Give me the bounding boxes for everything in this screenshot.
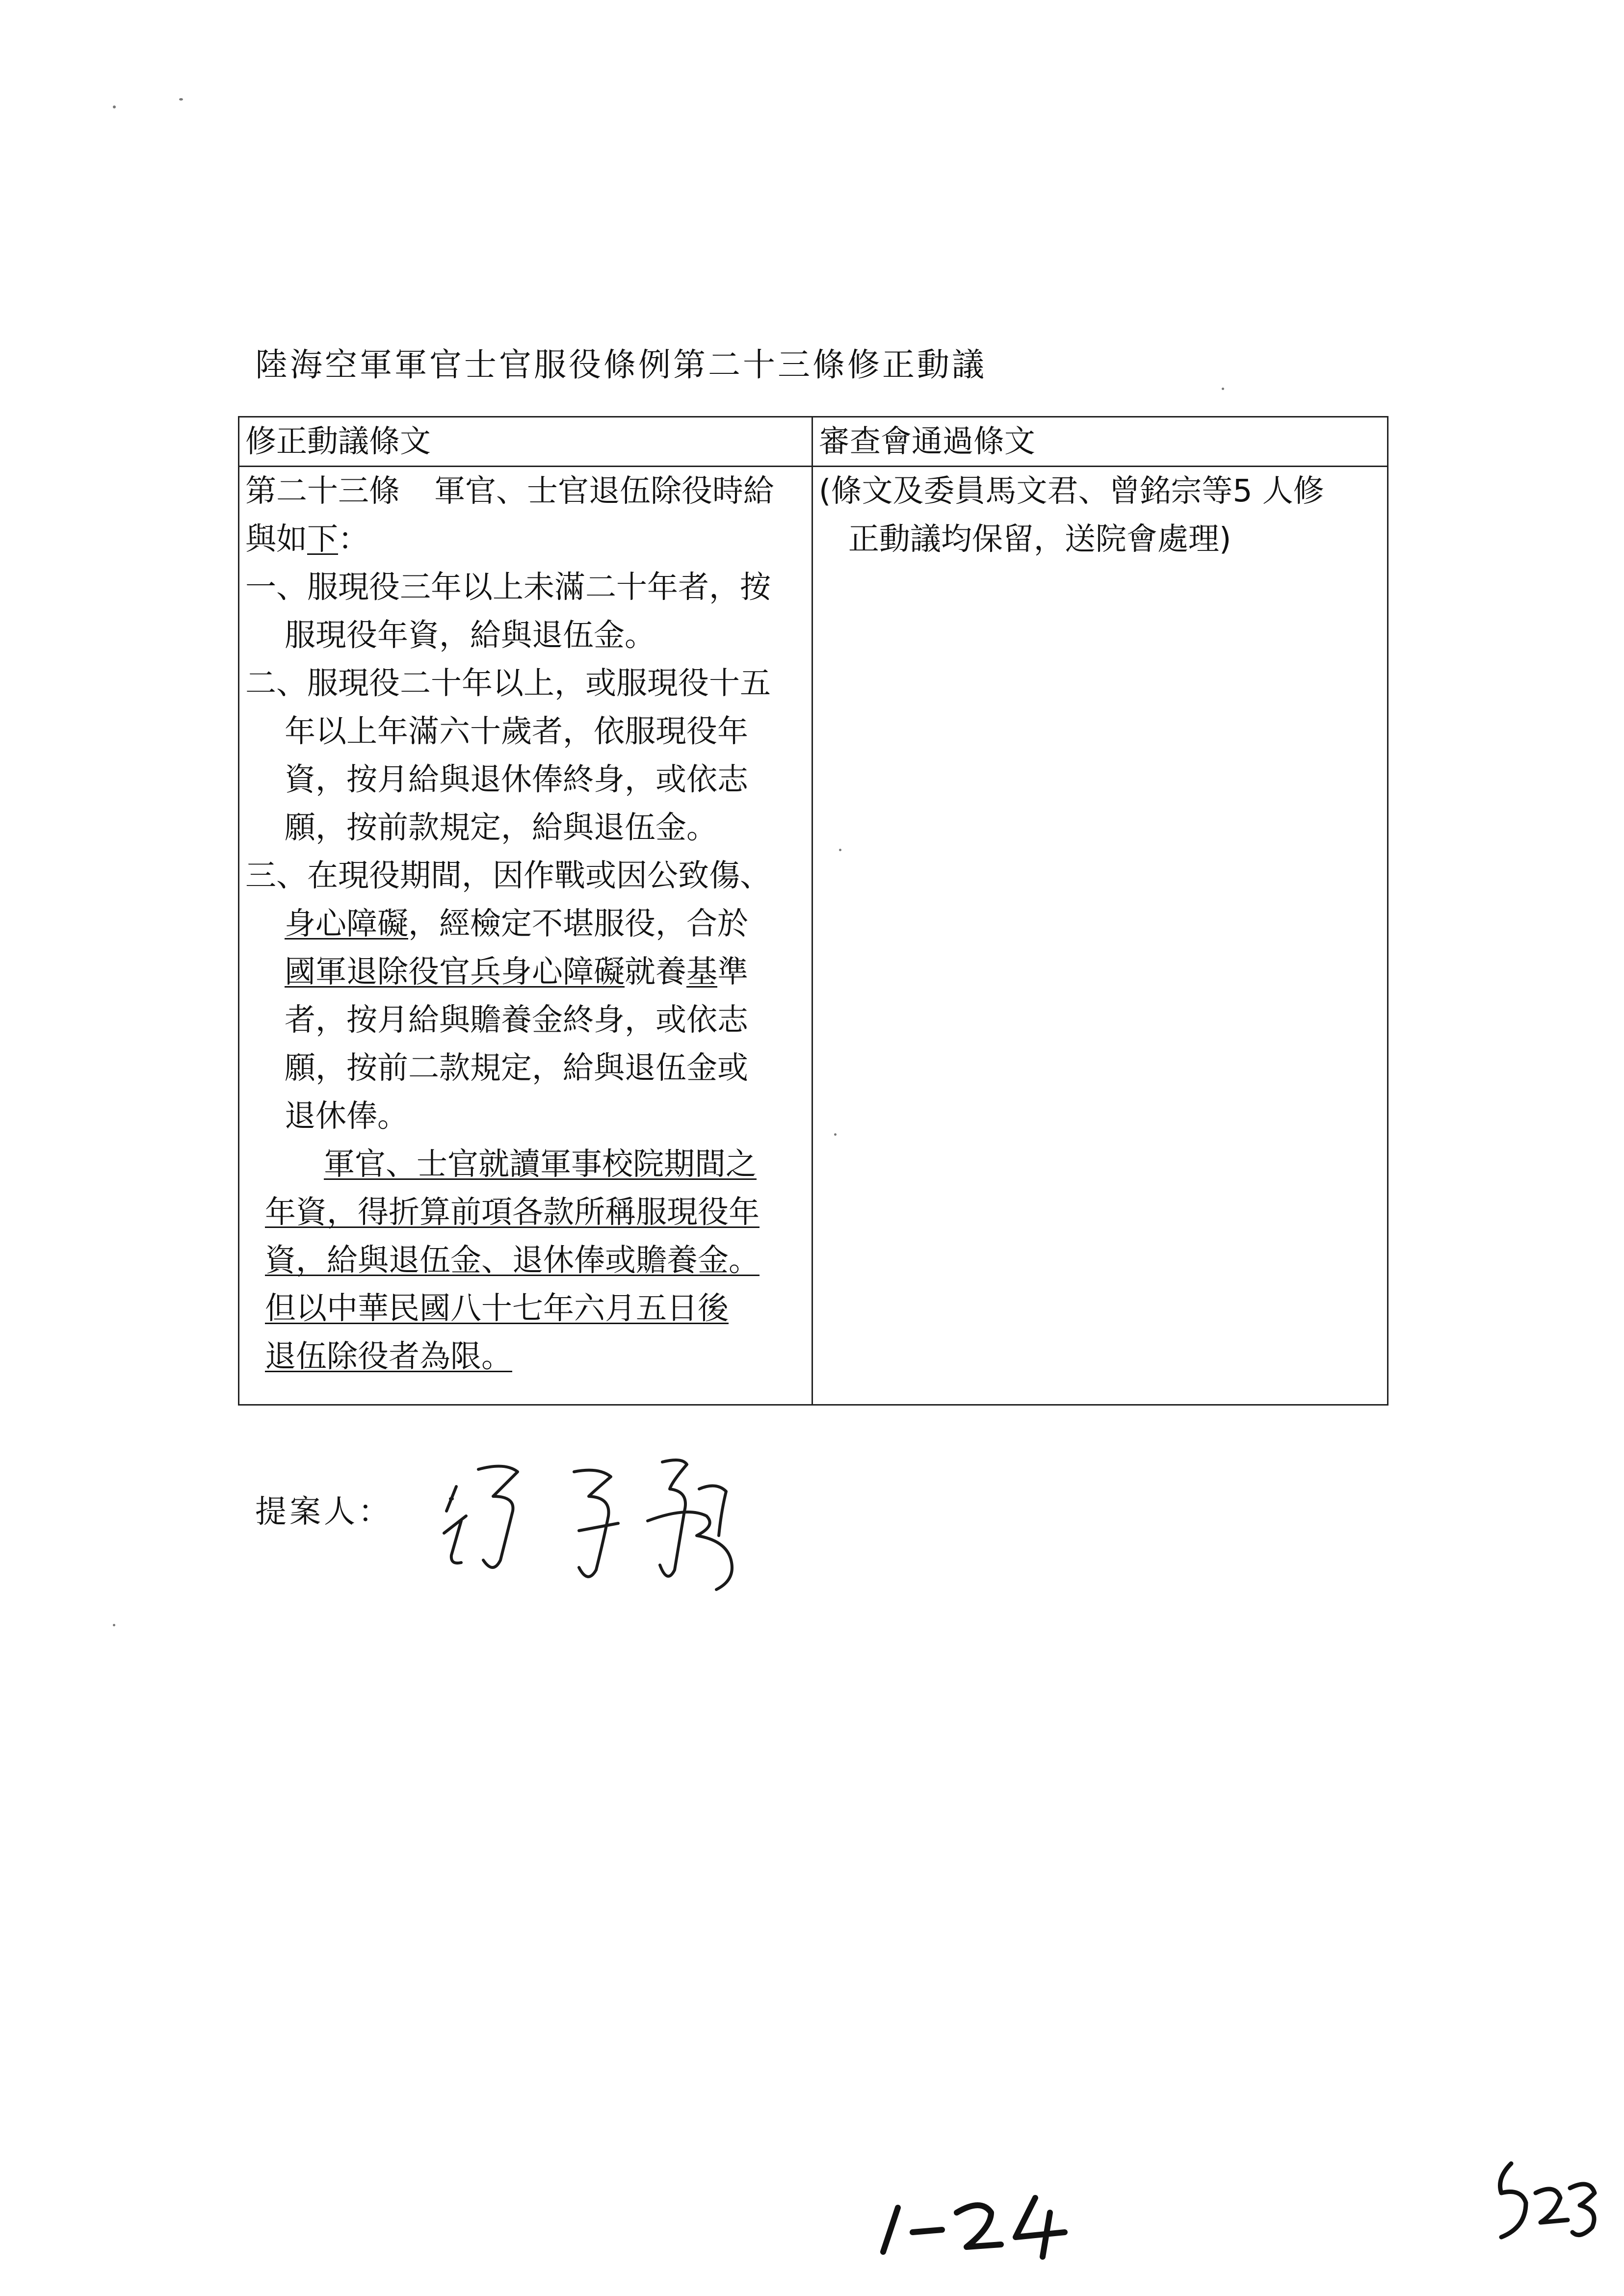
scan-speck [839,849,841,851]
text-line: 年以上年滿六十歲者，依服現役年 [285,713,748,749]
text-line: 年資，得折算前項各款所稱服現役年 [265,1194,760,1230]
header-proposed-text: 修正動議條文 [239,417,812,467]
document-title: 陸海空軍軍官士官服役條例第二十三條修正動議 [255,346,987,384]
text-line: 服現役年資，給與退伍金。 [285,617,655,653]
handwritten-signature [432,1442,785,1604]
proposer-label: 提案人： [255,1494,393,1530]
text-line: 資，給與退伍金、退休俸或贍養金。 [265,1242,760,1278]
header-committee-text: 審查會通過條文 [812,417,1388,467]
text-line: 一、服現役三年以上未滿二十年者，按 [245,569,771,605]
scan-speck [834,1133,837,1136]
text-line: 退伍除役者為限。 [265,1338,512,1374]
proposed-text-cell [239,467,812,1405]
text-line: (條文及委員馬文君、曾銘宗等5 人修 [818,473,1324,509]
text-line: 者，按月給與贍養金終身，或依志 [285,1002,748,1038]
text-line: 三、在現役期間，因作戰或因公致傷、 [245,858,771,893]
scan-speck [113,105,116,108]
scan-speck [1222,388,1224,390]
text-line: 願，按前款規定，給與退伍金。 [285,809,717,845]
text-line: 國軍退除役官兵身心障礙就養基準 [285,954,748,990]
text-line: 願，按前二款規定，給與退伍金或 [285,1050,748,1086]
text-line: 資，按月給與退休俸終身，或依志 [285,761,748,797]
text-line: 二、服現役二十年以上，或服現役十五 [245,665,771,701]
text-line: 與如下： [245,521,369,557]
text-line: 但以中華民國八十七年六月五日後 [265,1290,729,1326]
table-header-row [239,417,1388,467]
table-body-row [239,467,1388,1405]
text-line: 正動議均保留，送院會處理) [848,521,1231,557]
scan-speck [113,1624,115,1626]
amendment-table [238,416,1388,1406]
committee-text-cell [812,467,1388,1405]
handwritten-code [1482,2154,1609,2252]
text-line: 退休俸。 [285,1098,408,1134]
text-line: 軍官、士官就讀軍事校院期間之 [324,1146,757,1182]
scan-speck [179,98,183,101]
text-line: 第二十三條 軍官、士官退伍除役時給 [245,473,774,509]
handwritten-page-number [873,2178,1079,2267]
text-line: 身心障礙，經檢定不堪服役，合於 [285,906,748,941]
